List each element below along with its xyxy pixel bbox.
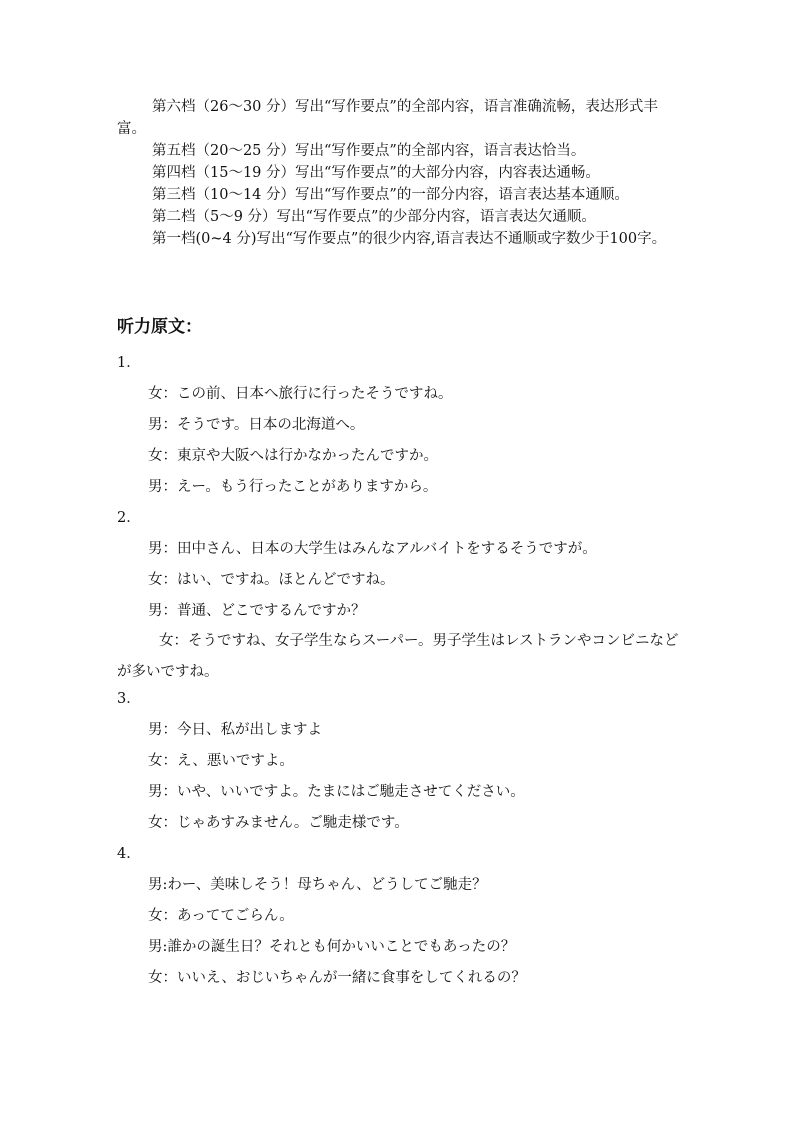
grade-level-1: 第一档(0~4 分)写出“写作要点”的很少内容,语言表达不通顺或字数少于100字。 [152,231,667,247]
dialogue-line: 女：いいえ、おじいちゃんが一緒に食事をしてくれるの？ [148,970,526,986]
dialogue-line: 男:誰かの誕生日？それとも何かいいことでもあったの？ [148,939,516,955]
dialogue-line: 男：そうです。日本の北海道へ。 [148,417,365,433]
grade-level-6: 第六档（26～30 分）写出“写作要点”的全部内容，语言准确流畅，表达形式丰富。 [117,99,658,137]
dialogue-number: 4． [117,846,141,862]
dialogue-number: 2． [117,510,141,526]
dialogue-line: 女：あっててごらん。 [148,908,294,924]
dialogue-line: 女：え、悪いですよ。 [148,753,294,769]
grading-criteria [117,96,677,250]
grade-level-5: 第五档（20～25 分）写出“写作要点”的全部内容，语言表达恰当。 [152,143,586,159]
dialogue-line: 男：えー。もう行ったことがありますから。 [148,479,438,495]
dialogue-line: 女：はい、ですね。ほとんどですね。 [148,572,395,588]
listening-transcript [117,352,682,998]
dialogue-line: 男：普通、どこでするんですか？ [148,603,366,619]
dialogue-line: 女：東京や大阪へは行かなかったんですか。 [148,448,438,464]
dialogue-number: 3． [117,691,141,707]
dialogue-line: 女：そうですね、女子学生ならスーパー。男子学生はレストランやコンビニなどが多いですね。 [117,633,679,680]
dialogue-number: 1． [117,355,141,371]
dialogue-line: 男：いや、いいですよ。たまにはご馳走させてください。 [148,784,525,800]
grade-level-4: 第四档（15～19 分）写出“写作要点”的大部分内容，内容表达通畅。 [152,165,600,181]
dialogue-line: 男：今日、私が出しますよ [148,722,322,738]
grade-level-3: 第三档（10～14 分）写出“写作要点”的一部分内容，语言表达基本通顺。 [152,187,629,203]
grade-level-2: 第二档（5～9 分）写出“写作要点”的少部分内容，语言表达欠通顺。 [152,209,596,225]
dialogue-line: 男:わー、美味しそう！母ちゃん、どうしてご馳走？ [148,877,487,893]
listening-transcript-heading: 听力原文： [117,317,202,337]
dialogue-line: 男：田中さん、日本の大学生はみんなアルバイトをするそうですが。 [148,541,597,557]
dialogue-line: 女：じゃあすみません。ご馳走様です。 [148,815,409,831]
dialogue-line: 女：この前、日本へ旅行に行ったそうですね。 [148,386,453,402]
